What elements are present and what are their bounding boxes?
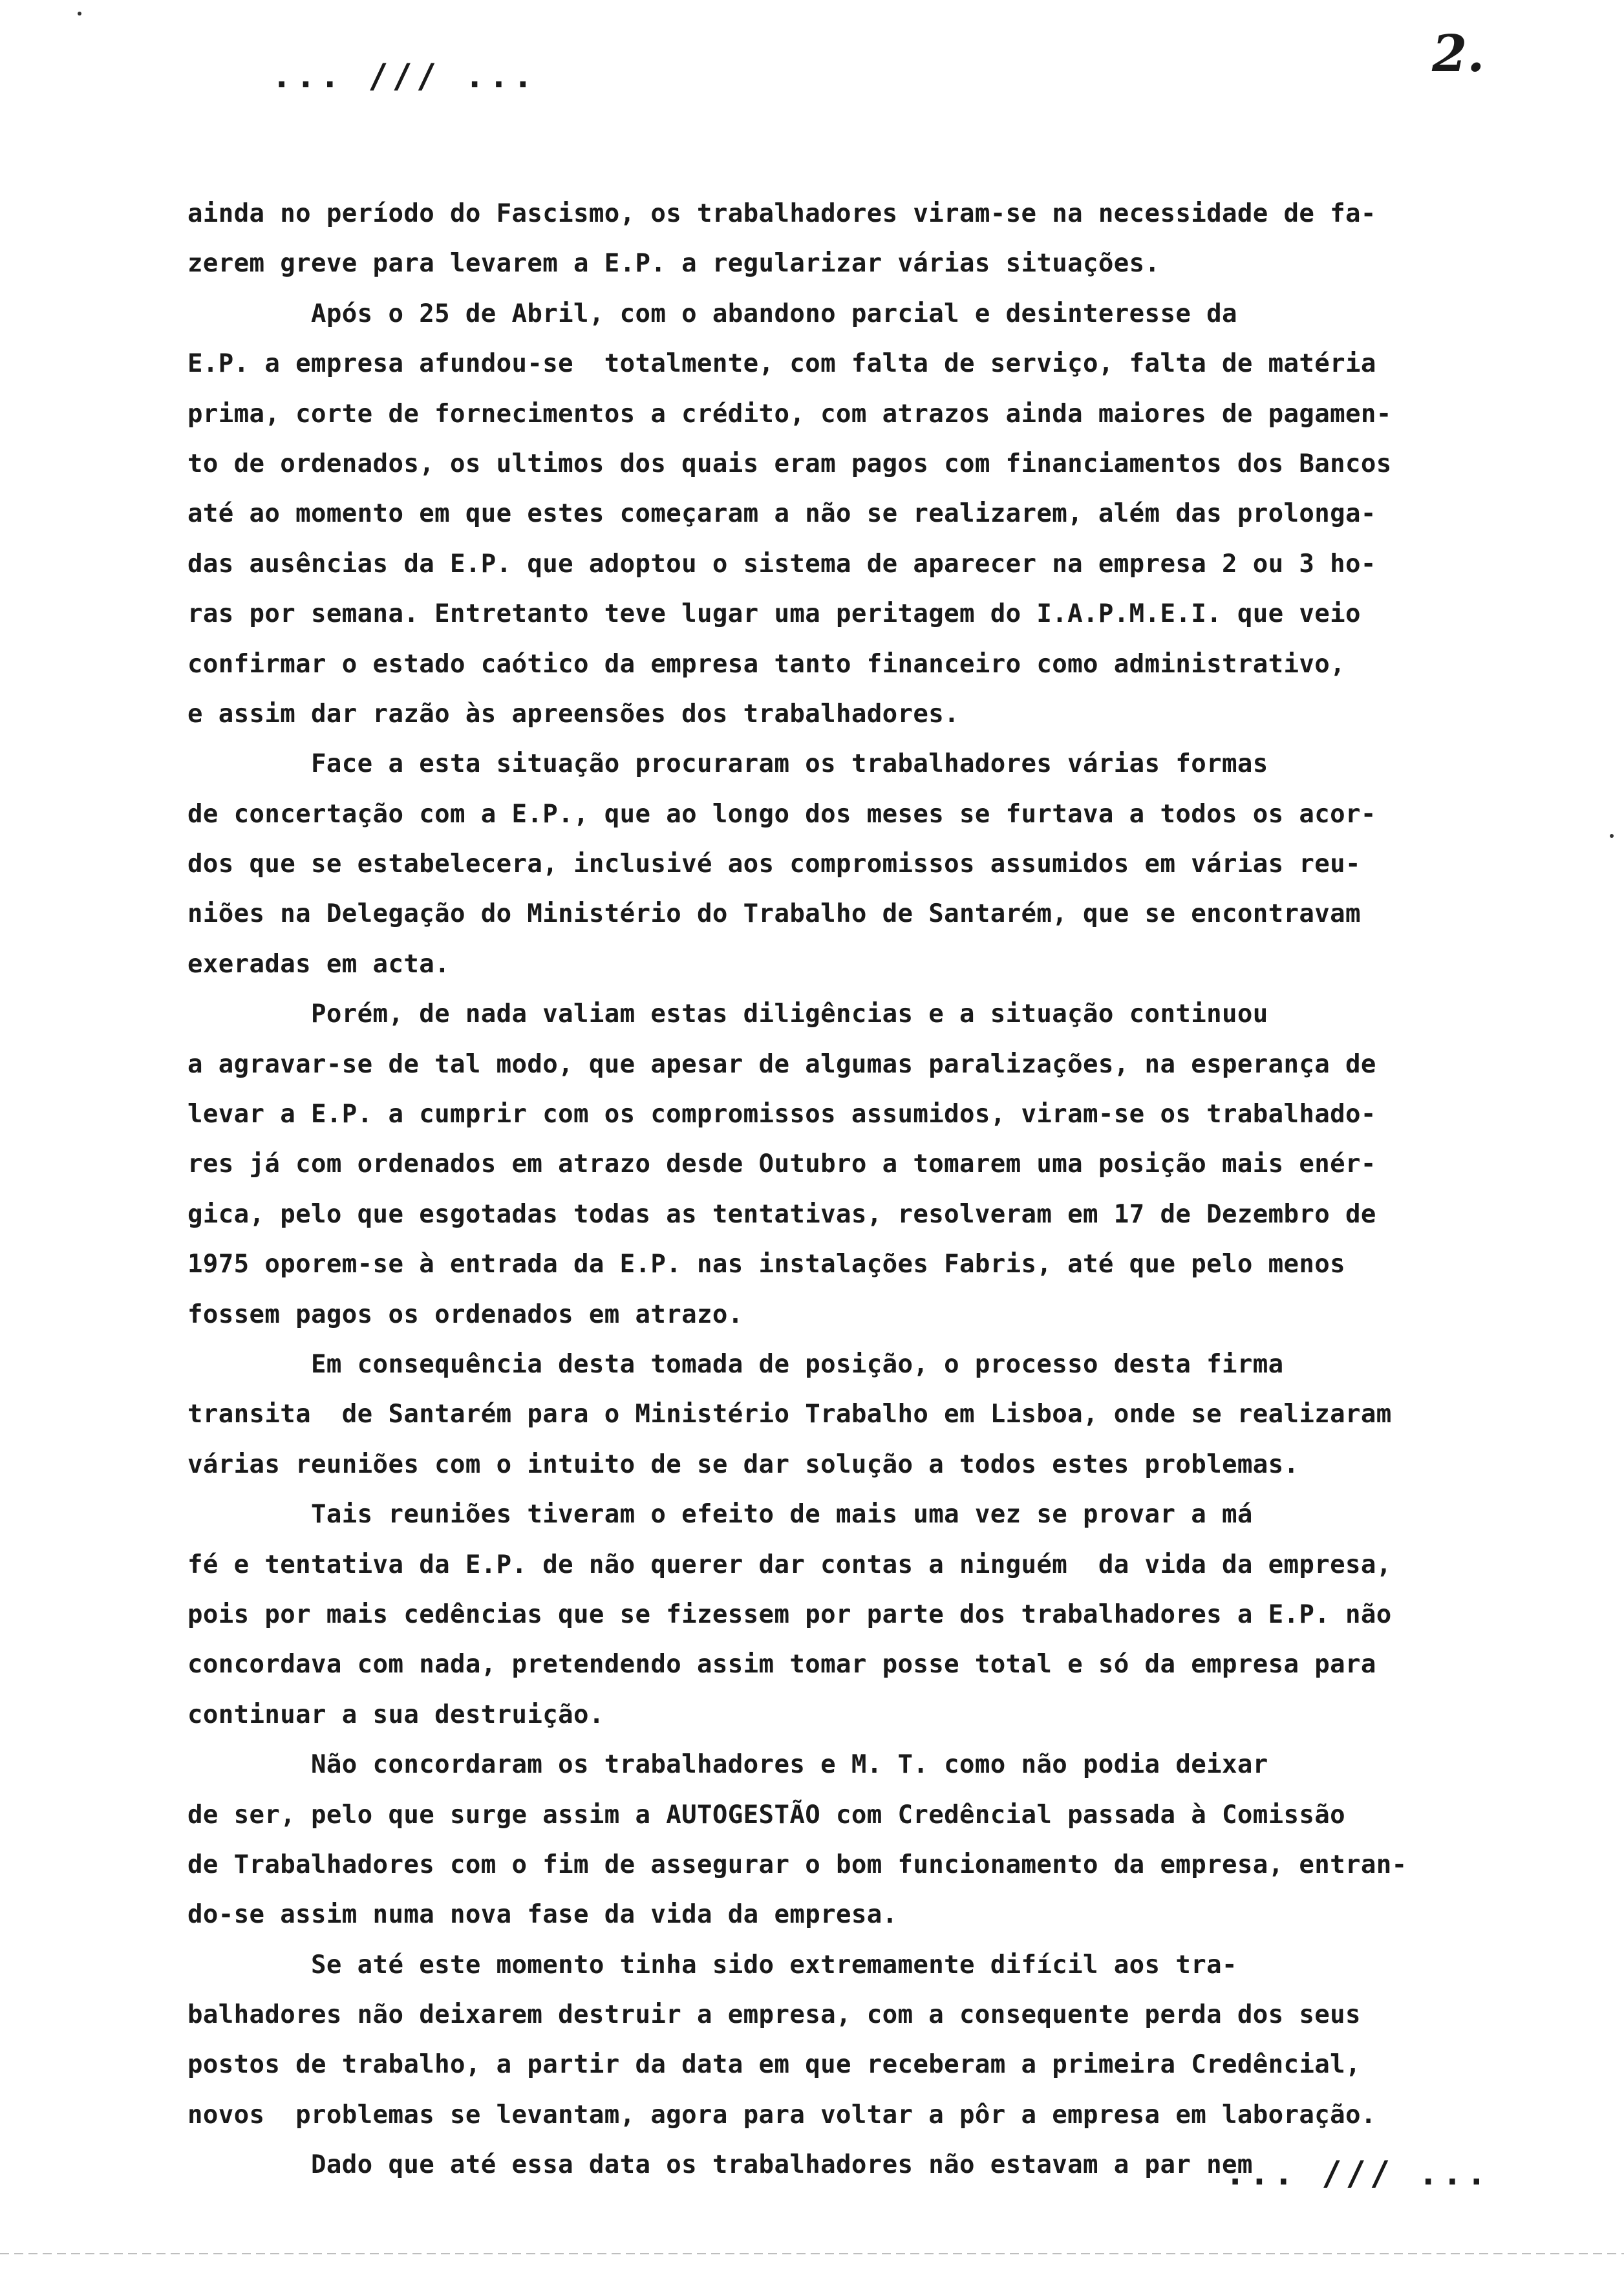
- text-line: Dado que até essa data os trabalhadores não estavam a par nem: [187, 2150, 1253, 2180]
- text-line: E.P. a empresa afundou-se totalmente, com falta de serviço, falta de matéria: [187, 349, 1376, 379]
- text-line: fossem pagos os ordenados em atrazo.: [187, 1299, 743, 1329]
- text-line: concordava com nada, pretendendo assim tomar posse total e só da empresa para: [187, 1650, 1376, 1680]
- text-line: Em consequência desta tomada de posição, o processo desta firma: [187, 1349, 1284, 1379]
- text-line: Se até este momento tinha sido extremamente difícil aos tra-: [187, 1950, 1237, 1980]
- text-line: de ser, pelo que surge assim a AUTOGESTÃO com Credêncial passada à Comissão: [187, 1800, 1345, 1830]
- text-line: de Trabalhadores com o fim de assegurar o bom funcionamento da empresa, entran-: [187, 1850, 1407, 1879]
- text-line: das ausências da E.P. que adoptou o sistema de aparecer na empresa 2 ou 3 ho-: [187, 549, 1376, 579]
- text-line: Face a esta situação procuraram os trabalhadores várias formas: [187, 749, 1268, 779]
- text-line: transita de Santarém para o Ministério Trabalho em Lisboa, onde se realizaram: [187, 1400, 1392, 1429]
- text-line: prima, corte de fornecimentos a crédito, com atrazos ainda maiores de pagamen-: [187, 399, 1392, 429]
- scan-speck: [1610, 834, 1614, 838]
- text-line: balhadores não deixarem destruir a empresa, com a consequente perda dos seus: [187, 2000, 1361, 2030]
- text-line: zerem greve para levarem a E.P. a regularizar várias situações.: [187, 249, 1160, 279]
- text-line: continuar a sua destruição.: [187, 1700, 604, 1729]
- text-line: de concertação com a E.P., que ao longo dos meses se furtava a todos os acor-: [187, 799, 1376, 829]
- text-line: ras por semana. Entretanto teve lugar uma peritagem do I.A.P.M.E.I. que veio: [187, 599, 1361, 629]
- scan-edge-line: [0, 2253, 1624, 2254]
- continuation-mark-top: ... /// ...: [272, 57, 537, 96]
- text-line: Após o 25 de Abril, com o abandono parcial e desinteresse da: [187, 299, 1237, 328]
- body-text: [187, 189, 1552, 2190]
- text-line: exeradas em acta.: [187, 949, 450, 979]
- text-line: levar a E.P. a cumprir com os compromissos assumidos, viram-se os trabalhado-: [187, 1100, 1376, 1129]
- text-line: postos de trabalho, a partir da data em que receberam a primeira Credêncial,: [187, 2050, 1361, 2080]
- text-line: dos que se estabelecera, inclusivé aos compromissos assumidos em várias reu-: [187, 849, 1361, 879]
- text-line: to de ordenados, os ultimos dos quais eram pagos com financiamentos dos Bancos: [187, 449, 1392, 478]
- scan-speck: [78, 12, 81, 16]
- text-line: e assim dar razão às apreensões dos trabalhadores.: [187, 699, 959, 729]
- text-line: res já com ordenados em atrazo desde Outubro a tomarem uma posição mais enér-: [187, 1149, 1376, 1179]
- text-line: Não concordaram os trabalhadores e M. T. como não podia deixar: [187, 1750, 1268, 1780]
- page-number: 2.: [1432, 25, 1485, 83]
- text-line: pois por mais cedências que se fizessem por parte dos trabalhadores a E.P. não: [187, 1599, 1392, 1629]
- text-line: ainda no período do Fascismo, os trabalhadores viram-se na necessidade de fa-: [187, 199, 1376, 228]
- text-line: Tais reuniões tiveram o efeito de mais uma vez se provar a má: [187, 1500, 1253, 1530]
- text-line: do-se assim numa nova fase da vida da empresa.: [187, 1900, 898, 1930]
- continuation-mark-bottom: ... /// ...: [1225, 2154, 1491, 2193]
- text-line: niões na Delegação do Ministério do Trabalho de Santarém, que se encontravam: [187, 899, 1361, 929]
- text-line: 1975 oporem-se à entrada da E.P. nas instalações Fabris, até que pelo menos: [187, 1250, 1345, 1279]
- text-line: gica, pelo que esgotadas todas as tentativas, resolveram em 17 de Dezembro de: [187, 1199, 1376, 1229]
- text-line: novos problemas se levantam, agora para voltar a pôr a empresa em laboração.: [187, 2100, 1376, 2130]
- text-line: fé e tentativa da E.P. de não querer dar contas a ninguém da vida da empresa,: [187, 1550, 1392, 1579]
- text-line: até ao momento em que estes começaram a não se realizarem, além das prolonga-: [187, 499, 1376, 529]
- text-line: confirmar o estado caótico da empresa tanto financeiro como administrativo,: [187, 649, 1345, 679]
- text-line: várias reuniões com o intuito de se dar solução a todos estes problemas.: [187, 1449, 1299, 1479]
- text-line: Porém, de nada valiam estas diligências e a situação continuou: [187, 999, 1268, 1029]
- text-line: a agravar-se de tal modo, que apesar de algumas paralizações, na esperança de: [187, 1049, 1376, 1079]
